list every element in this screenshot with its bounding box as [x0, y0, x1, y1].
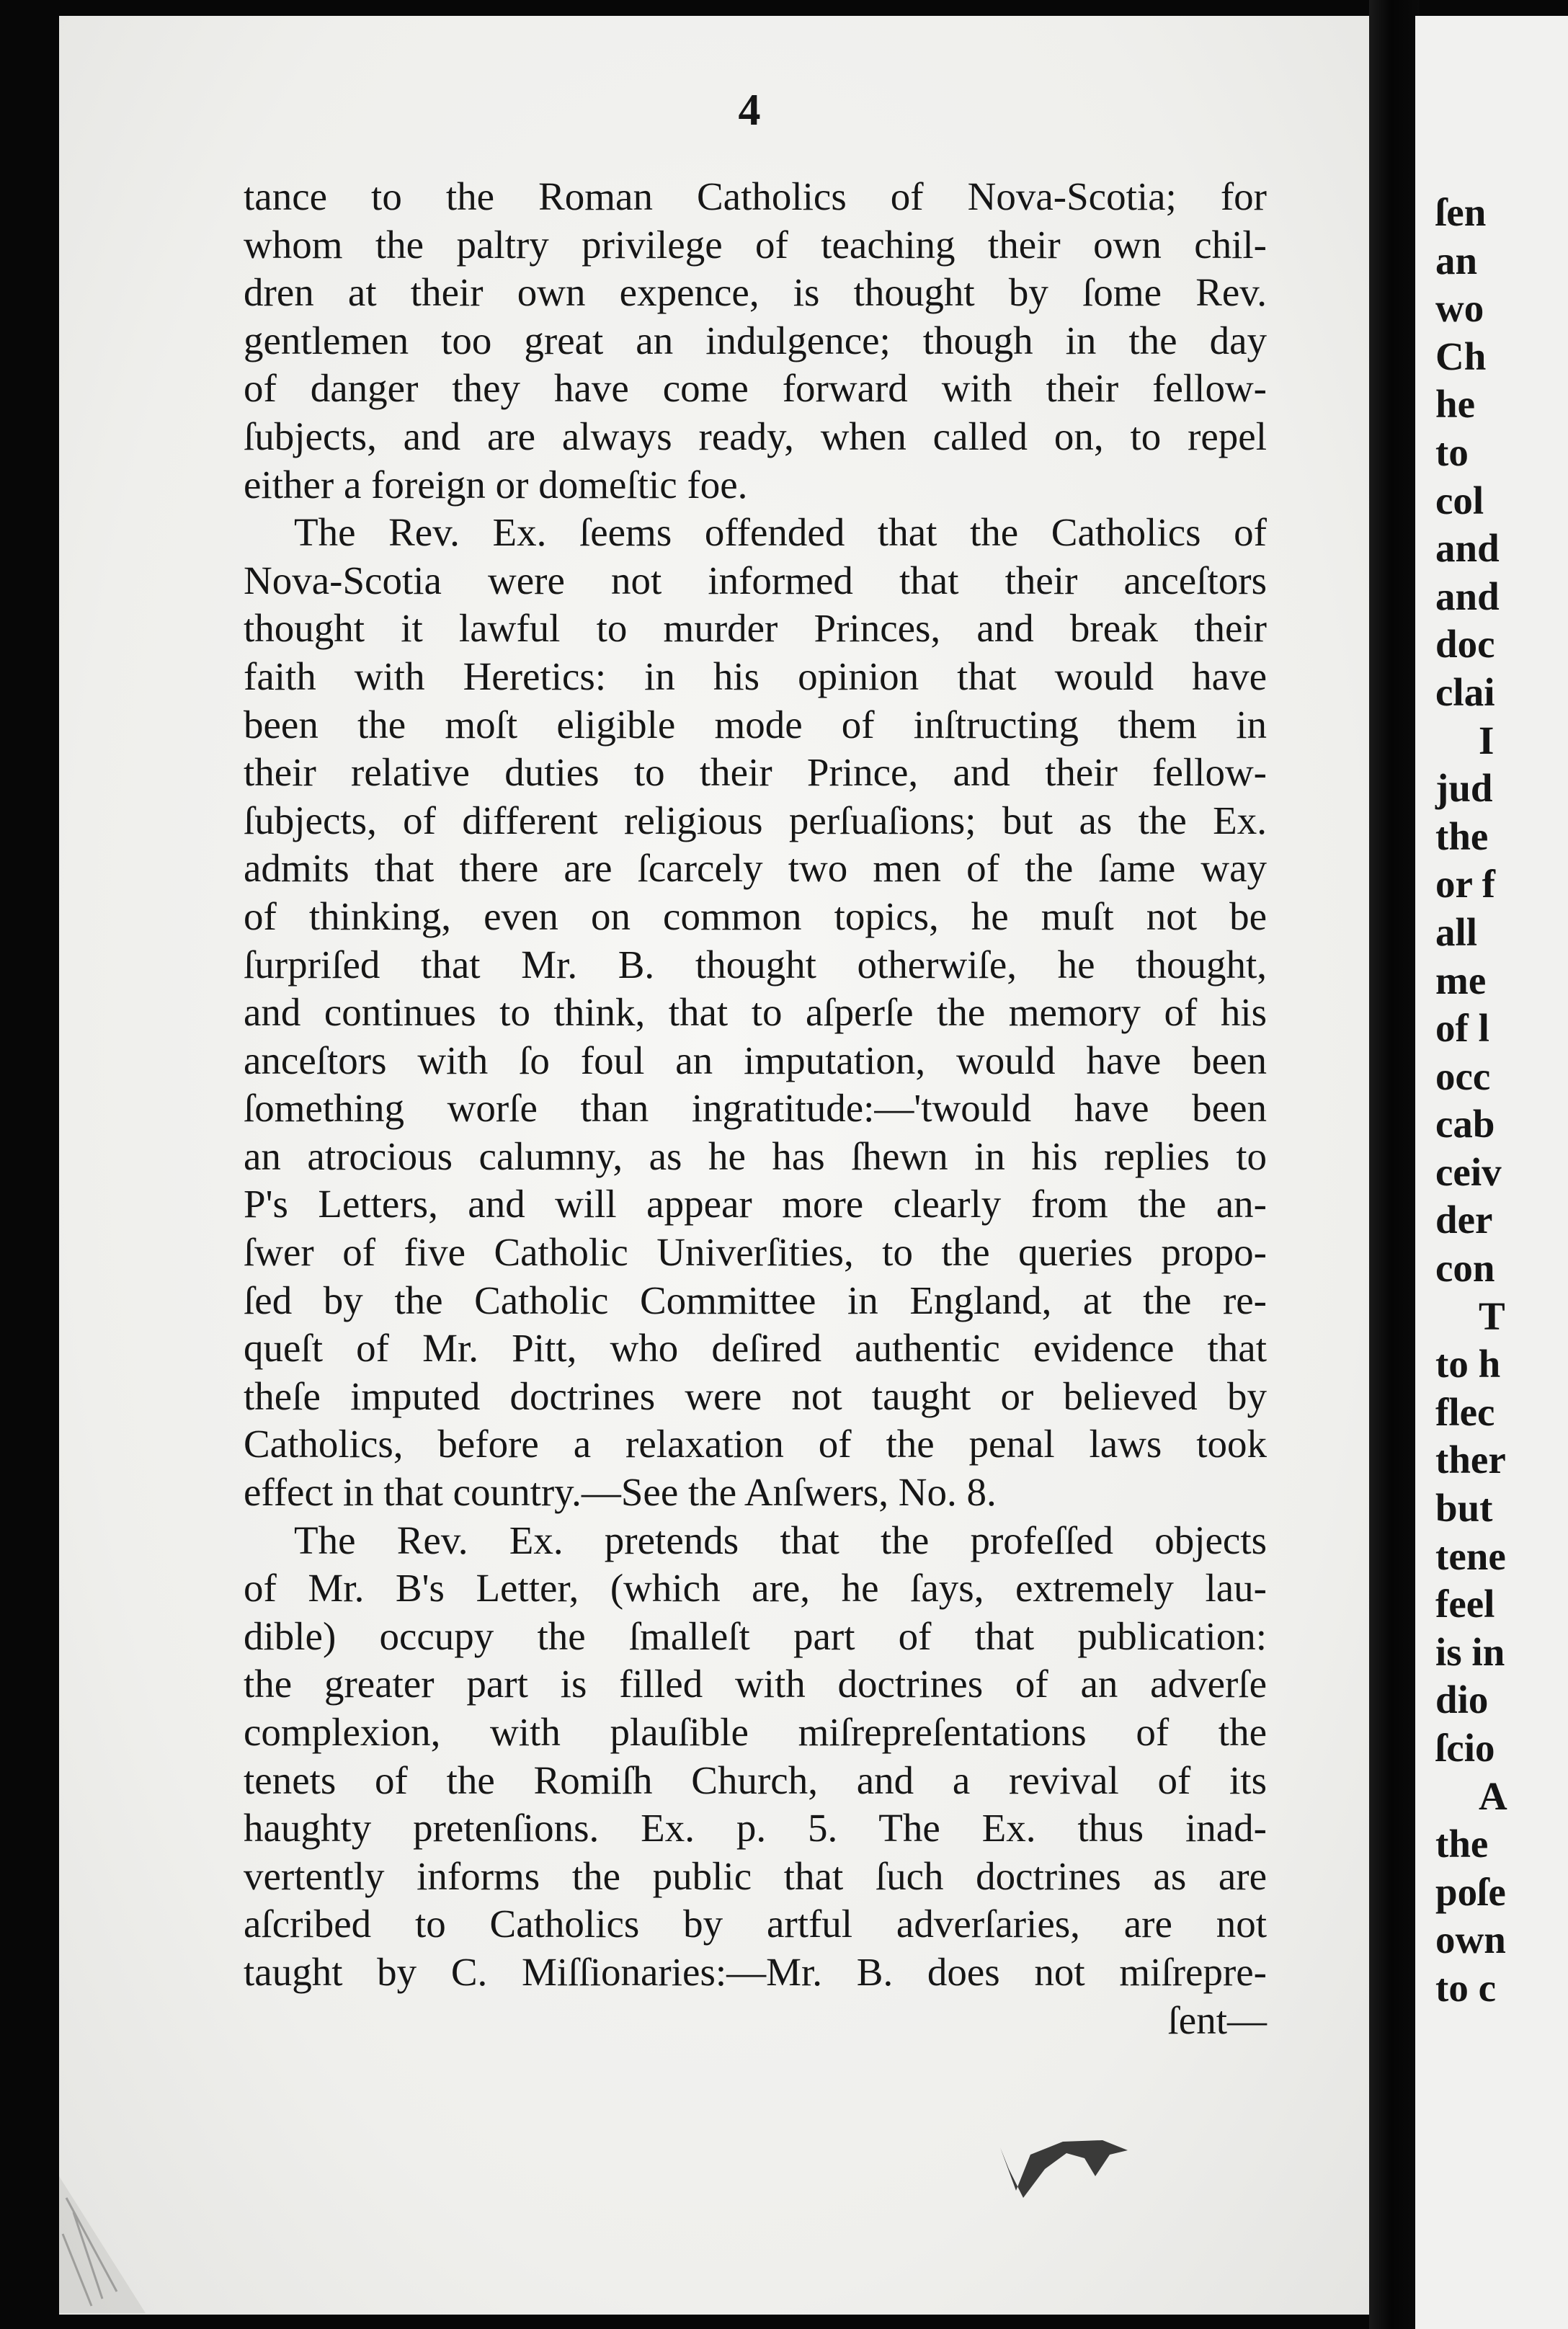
text-line: aſcribed to Catholics by artful adverſaries, are not — [244, 1902, 1267, 1946]
adjacent-text-fragment: to — [1435, 429, 1469, 474]
adjacent-text-fragment: the — [1435, 1822, 1489, 1866]
adjacent-text-fragment: T — [1479, 1293, 1505, 1338]
adjacent-text-fragment: occ — [1435, 1054, 1491, 1098]
text-line: an atrocious calumny, as he has ſhewn in his replies to — [244, 1134, 1267, 1178]
adjacent-text-fragment: of l — [1435, 1006, 1489, 1051]
text-line: ſent— — [1167, 1998, 1267, 2042]
text-line: the greater part is filled with doctrines of an adverſe — [244, 1662, 1267, 1706]
text-line: ſurpriſed that Mr. B. thought otherwiſe, he thought, — [244, 942, 1267, 987]
text-line: whom the paltry privilege of teaching their own chil- — [244, 222, 1267, 267]
page-corner-wear — [59, 2147, 218, 2313]
page-gutter-shadow — [1369, 0, 1420, 2329]
adjacent-text-fragment: me — [1435, 958, 1487, 1002]
text-line: either a foreign or domeſtic foe. — [244, 462, 748, 507]
text-line: thought it lawful to murder Princes, and break their — [244, 606, 1267, 651]
text-line: The Rev. Ex. pretends that the profeſſed objects — [294, 1518, 1267, 1562]
adjacent-text-fragment: cab — [1435, 1102, 1495, 1146]
adjacent-text-fragment: ſcio — [1435, 1726, 1495, 1770]
adjacent-text-fragment: poſe — [1435, 1869, 1506, 1914]
adjacent-text-fragment: he — [1435, 382, 1475, 427]
text-line: been the moſt eligible mode of inſtructing them in — [244, 702, 1267, 747]
text-line: of Mr. B's Letter, (which are, he ſays, extremely lau- — [244, 1566, 1267, 1611]
text-line: ſubjects, and are always ready, when called on, to repel — [244, 414, 1267, 458]
adjacent-text-fragment: but — [1435, 1486, 1493, 1531]
adjacent-text-fragment: con — [1435, 1246, 1495, 1291]
adjacent-text-fragment: is in — [1435, 1629, 1505, 1674]
adjacent-text-fragment: the — [1435, 814, 1489, 858]
adjacent-text-fragment: all — [1435, 909, 1478, 954]
adjacent-text-fragment: ther — [1435, 1438, 1506, 1482]
adjacent-text-fragment: wo — [1435, 286, 1484, 331]
text-line: Catholics, before a relaxation of the penal laws took — [244, 1422, 1267, 1466]
adjacent-text-fragment: col — [1435, 478, 1484, 522]
adjacent-text-fragment: flec — [1435, 1389, 1495, 1434]
text-line: queſt of Mr. Pitt, who deſired authentic evidence that — [244, 1326, 1267, 1371]
adjacent-text-fragment: doc — [1435, 622, 1495, 667]
text-line: dren at their own expence, is thought by ſome Rev. — [244, 270, 1267, 315]
adjacent-text-fragment: Ch — [1435, 334, 1487, 378]
page-body-text — [244, 173, 1267, 2044]
adjacent-text-fragment: feel — [1435, 1582, 1495, 1626]
adjacent-text-fragment: to h — [1435, 1342, 1501, 1386]
text-line: dible) occupy the ſmalleſt part of that publication: — [244, 1613, 1267, 1658]
text-line: vertently informs the public that ſuch doctrines as are — [244, 1853, 1267, 1898]
adjacent-text-fragment: or f — [1435, 862, 1495, 907]
text-line: haughty pretenſions. Ex. p. 5. The Ex. thus inad- — [244, 1806, 1267, 1851]
book-page-right-partial — [1415, 16, 1568, 2329]
text-line: faith with Heretics: in his opinion that would have — [244, 654, 1267, 698]
adjacent-page-text-fragments — [1435, 189, 1568, 2013]
adjacent-text-fragment: an — [1435, 238, 1478, 282]
text-line: effect in that country.—See the Anſwers, No. 8. — [244, 1470, 997, 1515]
adjacent-text-fragment: tene — [1435, 1533, 1506, 1578]
adjacent-text-fragment: ceiv — [1435, 1149, 1502, 1194]
adjacent-text-fragment: clai — [1435, 669, 1495, 714]
text-line: taught by C. Miſſionaries:—Mr. B. does not miſrepre- — [244, 1949, 1267, 1994]
text-line: gentlemen too great an indulgence; though in the day — [244, 318, 1267, 362]
text-line: The Rev. Ex. ſeems offended that the Catholics of — [294, 510, 1267, 555]
adjacent-text-fragment: der — [1435, 1198, 1493, 1242]
adjacent-text-fragment: and — [1435, 526, 1500, 571]
adjacent-text-fragment: ſen — [1435, 190, 1487, 234]
text-line: their relative duties to their Prince, and their fellow- — [244, 750, 1267, 795]
adjacent-text-fragment: dio — [1435, 1678, 1489, 1722]
text-line: Nova-Scotia were not informed that their anceſtors — [244, 558, 1267, 602]
text-line: of danger they have come forward with their fellow- — [244, 366, 1267, 411]
text-line: P's Letters, and will appear more clearly from the an- — [244, 1182, 1267, 1226]
page-number: 4 — [738, 86, 761, 135]
ink-blot-mark — [994, 2126, 1139, 2212]
adjacent-text-fragment: and — [1435, 574, 1500, 618]
text-line: of thinking, even on common topics, he muſt not be — [244, 894, 1267, 938]
adjacent-text-fragment: I — [1479, 718, 1494, 762]
text-line: theſe imputed doctrines were not taught or believed by — [244, 1373, 1267, 1418]
text-line: and continues to think, that to aſperſe the memory of his — [244, 990, 1267, 1035]
text-line: complexion, with plauſible miſrepreſentations of the — [244, 1710, 1267, 1754]
text-line: ſed by the Catholic Committee in England, at the re- — [244, 1278, 1267, 1322]
text-line: tance to the Roman Catholics of Nova-Scotia; for — [244, 174, 1267, 218]
text-line: ſwer of five Catholic Univerſities, to the queries propo- — [244, 1230, 1267, 1275]
text-line: tenets of the Romiſh Church, and a revival of its — [244, 1758, 1267, 1802]
adjacent-text-fragment: A — [1479, 1773, 1507, 1818]
text-line: admits that there are ſcarcely two men of the ſame way — [244, 846, 1267, 891]
text-line: anceſtors with ſo foul an imputation, would have been — [244, 1038, 1267, 1082]
adjacent-text-fragment: jud — [1435, 766, 1493, 811]
adjacent-text-fragment: to c — [1435, 1965, 1496, 2010]
text-line: ſubjects, of different religious perſuaſions; but as the Ex. — [244, 798, 1267, 842]
text-line: ſomething worſe than ingratitude:—'twould have been — [244, 1086, 1267, 1131]
adjacent-text-fragment: own — [1435, 1918, 1506, 1962]
